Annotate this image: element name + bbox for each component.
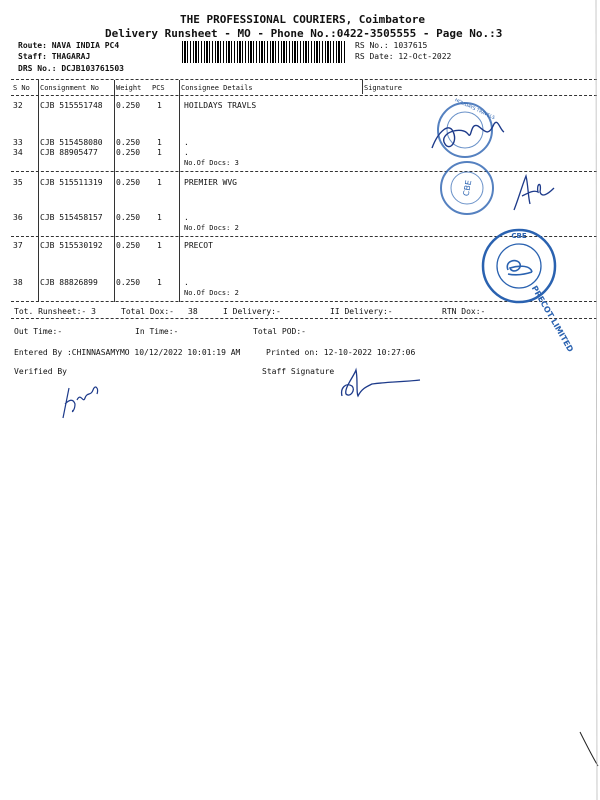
staff-signature-label: Staff Signature (262, 367, 335, 376)
row-weight: 0.250 (116, 101, 141, 110)
col-pcs: PCS (152, 84, 165, 92)
rs-date-value: 12-Oct-2022 (398, 52, 452, 61)
row-pcs: 1 (157, 101, 162, 110)
row-details: HOILDAYS TRAVLS (184, 101, 257, 110)
signature-1 (428, 112, 508, 157)
row-weight: 0.250 (116, 138, 141, 147)
drs-value: DCJB103761503 (61, 64, 124, 73)
drs-label: DRS No.: (18, 64, 57, 73)
row-pcs: 1 (157, 148, 162, 157)
row-consignment: CJB 515530192 (40, 241, 103, 250)
ii-delivery: II Delivery:- (330, 307, 393, 316)
route-label: Route: (18, 41, 47, 50)
runsheet-subtitle: Delivery Runsheet - MO - Phone No.:0422-3505555 - Page No.:3 (105, 27, 503, 40)
rs-no-row (355, 41, 427, 50)
row-sno: 33 (13, 138, 23, 147)
row-pcs: 1 (157, 278, 162, 287)
row-details: . (184, 148, 189, 157)
row-sno: 37 (13, 241, 23, 250)
precot-stamp (474, 226, 576, 354)
col-signature: Signature (364, 84, 402, 92)
row-consignment: CJB 515458157 (40, 213, 103, 222)
barcode (182, 41, 347, 63)
rtn-dox: RTN Dox:- (442, 307, 486, 316)
doc-count: No.Of Docs: 2 (184, 289, 239, 297)
drs-row (18, 64, 124, 73)
route-value: NAVA INDIA PC4 (51, 41, 120, 50)
col-details: Consignee Details (181, 84, 253, 92)
row-pcs: 1 (157, 138, 162, 147)
rs-no-label: RS No.: (355, 41, 389, 50)
verified-by: Verified By (14, 367, 67, 376)
in-time: In Time:- (135, 327, 179, 336)
entered-by: Entered By :CHINNASAMYMO 10/12/2022 10:01:19 AM (14, 348, 241, 357)
printed-on: Printed on: 12-10-2022 10:27:06 (266, 348, 416, 357)
header-bottom-rule (11, 95, 597, 96)
stamp-text: HOLIDAYS TRAVELS (453, 98, 496, 122)
rs-date-label: RS Date: (355, 52, 394, 61)
row-details: . (184, 213, 189, 222)
row-pcs: 1 (157, 178, 162, 187)
summary-rule (11, 318, 597, 319)
row-sno: 35 (13, 178, 23, 187)
staff-signature-scribble (336, 366, 426, 402)
stamp-inner-text: CBE (511, 232, 527, 240)
company-title: THE PROFESSIONAL COURIERS, Coimbatore (180, 13, 426, 26)
table-top-rule (11, 79, 597, 80)
row-consignment: CJB 515551748 (40, 101, 103, 110)
sep-1 (38, 80, 39, 302)
row-weight: 0.250 (116, 241, 141, 250)
sep-3 (179, 80, 180, 302)
stamp-text: PRECOT LIMITED (529, 284, 576, 354)
total-pod: Total POD:- (253, 327, 306, 336)
col-weight: Weight (116, 84, 142, 92)
row-consignment: CJB 88905477 (40, 148, 98, 157)
staff-value: THAGARAJ (51, 52, 91, 61)
row-weight: 0.250 (116, 178, 141, 187)
doc-count: No.Of Docs: 2 (184, 224, 239, 232)
col-sno: S No (13, 84, 30, 92)
row-sno: 38 (13, 278, 23, 287)
doc-count: No.Of Docs: 3 (184, 159, 239, 167)
scan-edge-line (590, 0, 600, 800)
row-weight: 0.250 (116, 213, 141, 222)
row-sno: 36 (13, 213, 23, 222)
row-sno: 32 (13, 101, 23, 110)
rs-date-row (355, 52, 451, 61)
i-delivery: I Delivery:- (223, 307, 281, 316)
col-consignment: Consignment No (40, 84, 100, 92)
row-pcs: 1 (157, 241, 162, 250)
row-details: . (184, 138, 189, 147)
out-time: Out Time:- (14, 327, 63, 336)
row-consignment: CJB 515511319 (40, 178, 103, 187)
stamp-text: CBE (461, 179, 474, 197)
row-pcs: 1 (157, 213, 162, 222)
row-weight: 0.250 (116, 148, 141, 157)
company-stamp (432, 158, 502, 218)
rs-no-value: 1037615 (393, 41, 428, 50)
verified-signature (55, 374, 105, 424)
sep-4 (362, 80, 363, 94)
row-weight: 0.250 (116, 278, 141, 287)
total-dox-value: 38 (188, 307, 198, 316)
staff-label: Staff: (18, 52, 47, 61)
total-dox-label: Total Dox:- (121, 307, 174, 316)
row-details: PRECOT (184, 241, 213, 250)
staff-row (18, 52, 90, 61)
row-consignment: CJB 515458080 (40, 138, 103, 147)
route-row (18, 41, 119, 50)
sep-2 (114, 80, 115, 302)
tot-runsheet: Tot. Runsheet:- 3 (14, 307, 96, 316)
row-sno: 34 (13, 148, 23, 157)
row-details: PREMIER WVG (184, 178, 237, 187)
row-consignment: CJB 88826899 (40, 278, 98, 287)
row-details: . (184, 278, 189, 287)
signature-2 (508, 170, 558, 215)
